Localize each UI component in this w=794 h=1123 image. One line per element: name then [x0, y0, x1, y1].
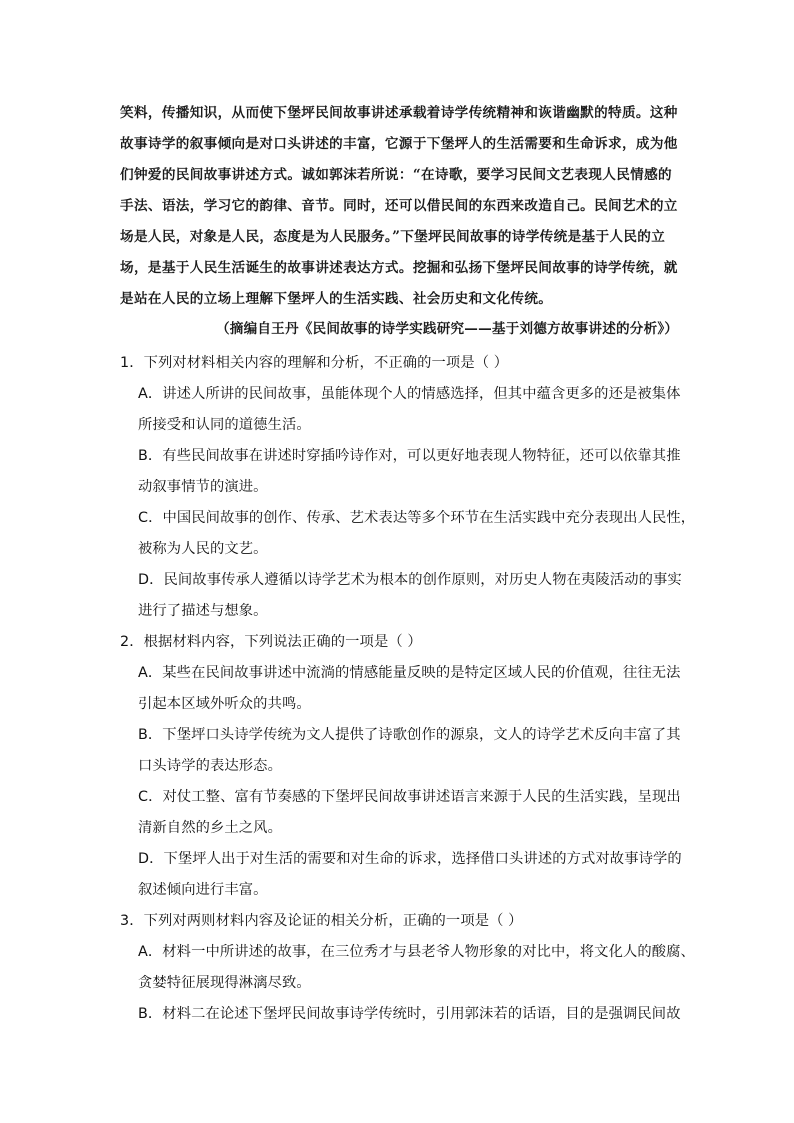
option-line: C．对仗工整、富有节奏感的下堡坪民间故事讲述语言来源于人民的生活实践，呈现出 [138, 789, 681, 805]
option-line: A．材料一中所讲述的故事，在三位秀才与县老爷人物形象的对比中，将文化人的酸腐、 [138, 944, 695, 960]
reading-passage [120, 98, 680, 315]
question-stem: 2．根据材料内容，下列说法正确的一项是（ ） [120, 634, 422, 650]
option-a [120, 658, 680, 720]
option-b [120, 441, 680, 503]
question-2 [120, 627, 680, 906]
option-line: 动叙事情节的演进。 [138, 479, 268, 495]
question-stem: 1．下列对材料相关内容的理解和分析，不正确的一项是（ ） [120, 355, 509, 371]
passage-line: 手法、语法，学习它的韵律、音节。同时，还可以借民间的东西来改造自己。民间艺术的立 [120, 198, 678, 214]
option-d [120, 565, 680, 627]
option-line: A．讲述人所讲的民间故事，虽能体现个人的情感选择，但其中蕴含更多的还是被集体 [138, 386, 681, 402]
option-line: 所接受和认同的道德生活。 [138, 417, 311, 433]
option-line: 口头诗学的表达形态。 [138, 758, 282, 774]
passage-source-citation: （摘编自王丹《民间故事的诗学实践研究——基于刘德方故事讲述的分析》） [216, 321, 679, 337]
question-3 [120, 906, 695, 1030]
option-d [120, 844, 680, 906]
option-line: D．下堡坪人出于对生活的需要和对生命的诉求，选择借口头讲述的方式对故事诗学的 [138, 851, 682, 867]
option-line: C．中国民间故事的创作、传承、艺术表达等多个环节在生活实践中充分表现出人民性， [138, 510, 696, 526]
option-b [120, 999, 680, 1030]
option-line: A．某些在民间故事讲述中流淌的情感能量反映的是特定区域人民的价值观，往往无法 [138, 665, 681, 681]
passage-line: 们钟爱的民间故事讲述方式。诚如郭沫若所说：“在诗歌，要学习民间文艺表现人民情感的 [120, 167, 672, 183]
option-line: 清新自然的乡土之风。 [138, 820, 282, 836]
option-c [120, 782, 680, 844]
passage-line: 故事诗学的叙事倾向是对口头讲述的丰富，它源于下堡坪人的生活需要和生命诉求，成为他 [120, 136, 678, 152]
option-line: 贪婪特征展现得淋漓尽致。 [138, 975, 311, 991]
option-line: 进行了描述与想象。 [138, 603, 268, 619]
option-line: B．下堡坪口头诗学传统为文人提供了诗歌创作的源泉，文人的诗学艺术反向丰富了其 [138, 727, 681, 743]
question-stem: 3．下列对两则材料内容及论证的相关分析，正确的一项是（ ） [120, 913, 523, 929]
option-a [120, 379, 680, 441]
option-b [120, 720, 680, 782]
passage-line: 是站在人民的立场上理解下堡坪人的生活实践、社会历史和文化传统。 [120, 291, 553, 307]
option-line: 引起本区域外听众的共鸣。 [138, 696, 311, 712]
question-1 [120, 348, 696, 627]
option-line: D．民间故事传承人遵循以诗学艺术为根本的创作原则，对历史人物在夷陵活动的事实 [138, 572, 682, 588]
option-c [120, 503, 696, 565]
passage-line: 场是人民，对象是人民，态度是为人民服务。”下堡坪民间故事的诗学传统是基于人民的立 [120, 229, 666, 245]
question-list [120, 348, 696, 1030]
passage-line: 场，是基于人民生活诞生的故事讲述表达方式。挖掘和弘扬下堡坪民间故事的诗学传统，就 [120, 260, 678, 276]
option-a [120, 937, 695, 999]
passage-line: 笑料，传播知识，从而使下堡坪民间故事讲述承载着诗学传统精神和诙谐幽默的特质。这种 [120, 105, 678, 121]
option-line: 叙述倾向进行丰富。 [138, 882, 268, 898]
option-line: B．材料二在论述下堡坪民间故事诗学传统时，引用郭沫若的话语，目的是强调民间故 [138, 1006, 681, 1022]
option-line: 被称为人民的文艺。 [138, 541, 268, 557]
option-line: B．有些民间故事在讲述时穿插吟诗作对，可以更好地表现人物特征，还可以依靠其推 [138, 448, 681, 464]
